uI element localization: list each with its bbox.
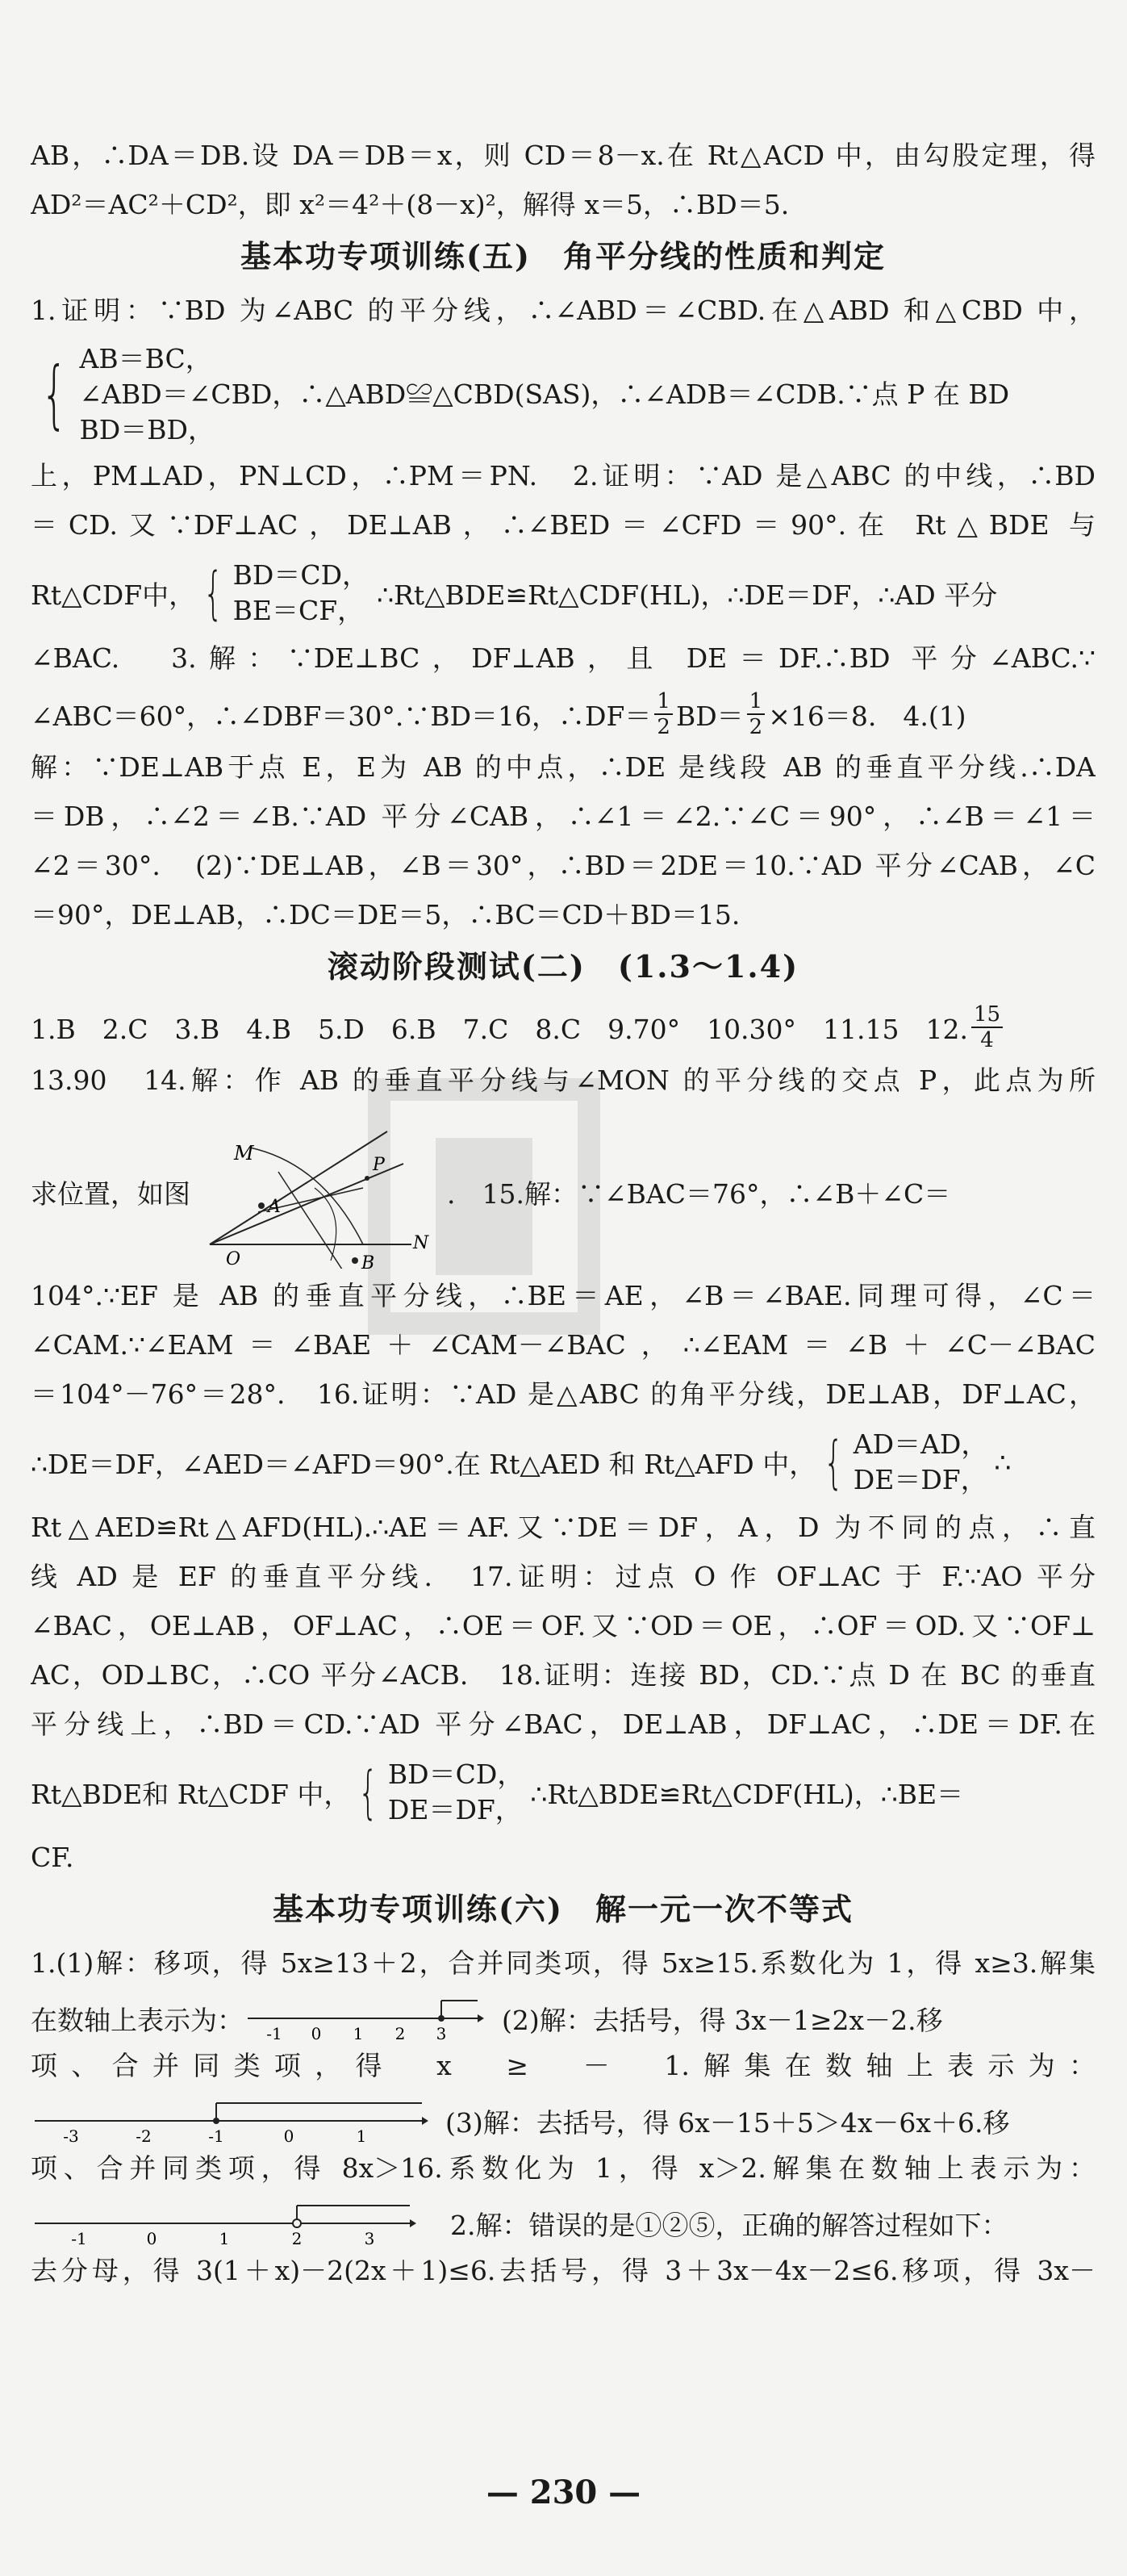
fraction-numerator: 1 xyxy=(654,689,673,715)
text-fragment: ∠ABC＝60°，∴∠DBF＝30°.∵BD＝16，∴DF＝ xyxy=(31,700,652,732)
text-line-with-brace xyxy=(31,1755,1096,1830)
tick-label: -1 xyxy=(208,2126,224,2145)
brace-item: BD＝CD， xyxy=(232,559,369,591)
text-fragment: ×16＝8. 4.(1) xyxy=(768,700,966,732)
page-number: — 230 — xyxy=(486,2474,641,2511)
tick-label: 1 xyxy=(219,2229,230,2248)
number-line xyxy=(31,2097,434,2145)
text-line: 解：∵DE⊥AB于点 E，E为 AB 的中点，∴DE 是线段 AB 的垂直平分线.∴DA xyxy=(31,751,1096,783)
brace-item: BD＝CD， xyxy=(387,1758,524,1790)
tick-label: -2 xyxy=(136,2126,152,2145)
label-b: B xyxy=(361,1253,375,1269)
text-line: CF. xyxy=(31,1842,74,1873)
section-heading-5: 基本功专项训练(五) 角平分线的性质和判定 xyxy=(240,238,886,274)
brace-item: BD＝BD， xyxy=(79,414,215,445)
text-line: ∠BAC. 3.解：∵DE⊥BC，DF⊥AB，且 DE＝DF.∴BD 平分∠ABC.∵ xyxy=(31,642,1096,674)
tick-label: -3 xyxy=(63,2126,79,2145)
brace-item: BE＝CF， xyxy=(232,595,365,626)
section-heading-6: 基本功专项训练(六) 解一元一次不等式 xyxy=(273,1891,854,1927)
text-line: 1.(1)解：移项，得 5x≥13＋2，合并同类项，得 5x≥15.系数化为 1，得 x≥3.解集 xyxy=(31,1947,1096,1979)
label-a: A xyxy=(268,1197,281,1217)
text-line-with-brace xyxy=(31,556,1096,630)
text-fragment: ∴DE＝DF，∠AED＝∠AFD＝90°.在 Rt△AED 和 Rt△AFD 中， xyxy=(31,1448,816,1480)
fraction-denominator: 4 xyxy=(980,1028,994,1052)
text-line: 104°.∵EF 是 AB 的垂直平分线，∴BE＝AE，∠B＝∠BAE.同理可得，∠C＝ xyxy=(31,1280,1096,1311)
text-line: ＝CD.又∵DF⊥AC，DE⊥AB，∴∠BED＝∠CFD＝90°.在 Rt△BDE 与 xyxy=(31,509,1096,541)
text-line: AC，OD⊥BC，∴CO 平分∠ACB. 18.证明：连接 BD，CD.∵点 D 在 BC 的垂直 xyxy=(31,1659,1096,1691)
text-line: 项、合并同类项，得 x ≥ － 1.解集在数轴上表示为： xyxy=(31,2050,1096,2081)
brace-stack xyxy=(80,341,1010,448)
left-brace: { xyxy=(824,1429,844,1495)
fraction xyxy=(747,689,766,739)
left-brace: { xyxy=(41,351,68,437)
label-p: P xyxy=(373,1155,385,1175)
brace-item: AD＝AD， xyxy=(853,1428,988,1460)
text-fragment: 在数轴上表示为： xyxy=(31,2004,244,2036)
text-line: ＝90°，DE⊥AB，∴DC＝DE＝5，∴BC＝CD＋BD＝15. xyxy=(31,899,741,930)
text-fragment: . 15.解：∵∠BAC＝76°，∴∠B＋∠C＝ xyxy=(447,1177,951,1210)
text-line: 1.证明：∵BD 为∠ABC 的平分线，∴∠ABD＝∠CBD.在△ABD 和△CBD 中， xyxy=(31,295,1096,326)
text-fragment: (2)解：去括号，得 3x－1≥2x－2.移 xyxy=(502,2004,943,2036)
brace-block xyxy=(31,341,1096,448)
text-line-with-numberline xyxy=(31,2199,1096,2248)
brace-stack xyxy=(388,1757,524,1828)
text-fragment: ∴Rt△BDE≌Rt△CDF(HL)，∴DE＝DF，∴AD 平分 xyxy=(377,579,998,611)
text-line-with-figure xyxy=(31,1111,1096,1273)
text-line-with-brace xyxy=(31,1425,1096,1499)
text-fragment: 1.B 2.C 3.B 4.B 5.D 6.B 7.C 8.C 9.70° 10.30° 11.15 12. xyxy=(31,1013,968,1045)
text-line: ∠BAC，OE⊥AB，OF⊥AC，∴OE＝OF.又∵OD＝OE，∴OF＝OD.又∵OF⊥ xyxy=(31,1610,1096,1641)
left-brace: { xyxy=(203,560,223,626)
text-line: Rt△AED≌Rt△AFD(HL).∴AE＝AF.又∵DE＝DF，A，D 为不同的点，∴直 xyxy=(31,1512,1096,1543)
brace-stack xyxy=(233,558,369,629)
text-line: 去分母，得 3(1＋x)－2(2x＋1)≤6.去括号，得 3＋3x－4x－2≤6.移项，得 3x－ xyxy=(31,2255,1096,2286)
fraction-numerator: 15 xyxy=(971,1002,1003,1028)
text-fragment: Rt△BDE和 Rt△CDF 中， xyxy=(31,1778,351,1810)
text-fragment: Rt△CDF中， xyxy=(31,579,196,611)
text-fragment: (3)解：去括号，得 6x－15＋5＞4x－6x＋6.移 xyxy=(445,2106,1010,2139)
brace-item: DE＝DF， xyxy=(387,1794,522,1825)
text-line: ＝104°－76°＝28°. 16.证明：∵AD 是△ABC 的角平分线，DE⊥AB，DF⊥AC， xyxy=(31,1378,1096,1410)
tick-label: 3 xyxy=(364,2229,375,2248)
tick-label: -1 xyxy=(266,2024,282,2043)
number-line xyxy=(31,2199,418,2248)
text-line: AB，∴DA＝DB.设 DA＝DB＝x，则 CD＝8－x.在 Rt△ACD 中，由勾股定理，得 xyxy=(31,140,1096,171)
geometry-figure xyxy=(202,1115,436,1269)
tick-label: 0 xyxy=(146,2229,157,2248)
answers-line xyxy=(31,1002,1096,1052)
text-line: 上，PM⊥AD，PN⊥CD，∴PM＝PN. 2.证明：∵AD 是△ABC 的中线，∴BD xyxy=(31,460,1096,491)
text-line: 平分线上，∴BD＝CD.∵AD 平分∠BAC，DE⊥AB，DF⊥AC，∴DE＝DF.在 xyxy=(31,1708,1096,1740)
tick-label: 3 xyxy=(436,2024,447,2043)
tick-label: 1 xyxy=(353,2024,364,2043)
text-line: 线 AD 是 EF 的垂直平分线. 17.证明：过点 O 作 OF⊥AC 于 F.∵AO 平分 xyxy=(31,1561,1096,1592)
brace-item: ∠ABD＝∠CBD，∴△ABD≌△CBD(SAS)，∴∠ADB＝∠CDB.∵点 P 在 BD xyxy=(79,378,1010,410)
section-heading-test: 滚动阶段测试(二) (1.3～1.4) xyxy=(327,948,799,985)
tick-label: 0 xyxy=(283,2126,294,2145)
label-n: N xyxy=(413,1233,429,1253)
fraction xyxy=(971,1002,1003,1052)
fraction-denominator: 2 xyxy=(657,715,670,739)
text-line: AD²＝AC²＋CD²，即 x²＝4²＋(8－x)²，解得 x＝5，∴BD＝5. xyxy=(31,189,790,220)
tick-label: 0 xyxy=(311,2024,322,2043)
text-line-with-fraction xyxy=(31,689,1096,739)
tick-label: 2 xyxy=(394,2024,406,2043)
text-line: ∠CAM.∵∠EAM＝∠BAE＋∠CAM－∠BAC，∴∠EAM＝∠B＋∠C－∠BAC xyxy=(31,1329,1096,1361)
text-fragment: BD＝ xyxy=(675,700,744,732)
text-line: ＝DB，∴∠2＝∠B.∵AD 平分∠CAB，∴∠1＝∠2.∵∠C＝90°，∴∠B＝∠1＝ xyxy=(31,801,1096,832)
left-brace: { xyxy=(358,1759,378,1825)
number-line xyxy=(244,1994,486,2043)
text-fragment: ∴ xyxy=(994,1446,1012,1478)
text-line: 项、合并同类项，得 8x＞16.系数化为 1，得 x＞2.解集在数轴上表示为： xyxy=(31,2152,1096,2184)
label-o: O xyxy=(226,1249,241,1269)
fraction-denominator: 2 xyxy=(749,715,763,739)
tick-label: 2 xyxy=(291,2229,303,2248)
tick-label: 1 xyxy=(356,2126,367,2145)
text-line-with-numberline xyxy=(31,1994,1096,2043)
text-fragment: 求位置，如图 xyxy=(31,1177,190,1210)
text-fragment: 2.解：错误的是①②⑤，正确的解答过程如下： xyxy=(450,2209,1008,2241)
fraction-numerator: 1 xyxy=(747,689,766,715)
fraction xyxy=(654,689,673,739)
brace-item: AB＝BC， xyxy=(79,343,212,374)
brace-item: DE＝DF， xyxy=(853,1464,987,1495)
text-line-with-numberline xyxy=(31,2097,1096,2145)
text-line: ∠2＝30°. (2)∵DE⊥AB，∠B＝30°，∴BD＝2DE＝10.∵AD 平分∠CAB，∠C xyxy=(31,850,1096,881)
answer-page xyxy=(31,137,1096,2302)
label-m: M xyxy=(234,1142,254,1165)
brace-stack xyxy=(854,1427,988,1498)
tick-label: -1 xyxy=(71,2229,87,2248)
text-line: 13.90 14.解：作 AB 的垂直平分线与∠MON 的平分线的交点 P，此点为所 xyxy=(31,1064,1096,1096)
text-fragment: ∴Rt△BDE≌Rt△CDF(HL)，∴BE＝ xyxy=(530,1778,964,1810)
